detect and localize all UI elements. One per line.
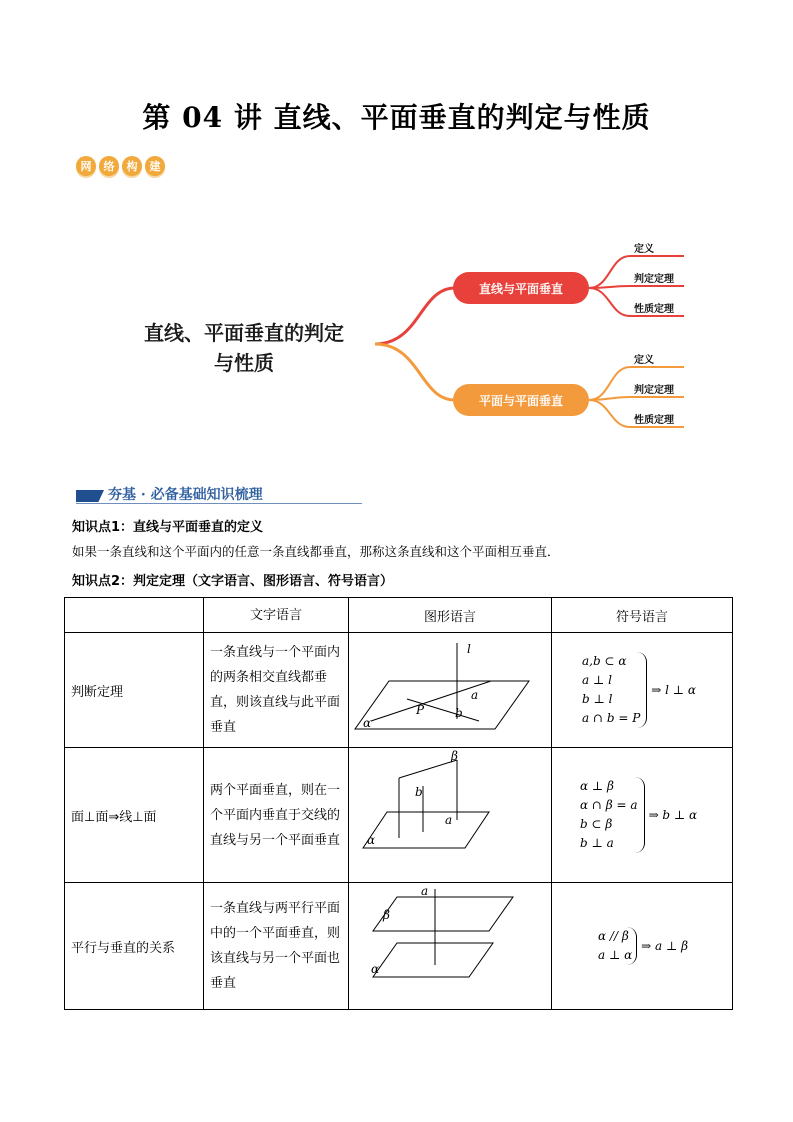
figure-cell <box>349 748 552 883</box>
badge-char: 构 <box>122 156 142 176</box>
sym-line: α ⊥ β <box>580 779 614 793</box>
theorem-table <box>64 597 733 1010</box>
mindmap-leaf: 定义 <box>634 244 654 255</box>
sym-line: α // β <box>598 929 629 943</box>
section-heading <box>76 482 362 506</box>
section-heading-text: 夯基 · 必备基础知识梳理 <box>108 487 263 503</box>
badge-char: 网 <box>76 156 96 176</box>
badge-char: 建 <box>145 156 165 176</box>
fig-label: α <box>371 962 380 976</box>
row-title: 面⊥面⇒线⊥面 <box>65 748 204 883</box>
sym-result: ⇒ l ⊥ α <box>651 682 697 697</box>
table-row <box>65 633 733 748</box>
sym-line: b ⊥ a <box>580 836 614 850</box>
row-text: 两个平面垂直，则在一个平面内垂直于交线的直线与另一个平面垂直 <box>204 748 349 883</box>
symbol-cell <box>552 633 733 748</box>
symbol-cell <box>552 748 733 883</box>
mindmap-node-line-plane: 直线与平面垂直 <box>453 272 589 304</box>
sym-line: a,b ⊂ α <box>582 654 627 668</box>
table-header: 文字语言 <box>204 598 349 633</box>
fig-label: l <box>467 642 471 656</box>
sym-result: ⇒ a ⊥ β <box>641 938 689 953</box>
mindmap-leaf: 性质定理 <box>634 415 674 426</box>
mindmap-root-line1: 直线、平面垂直的判定 <box>144 321 344 345</box>
page-title: 第 04 讲 直线、平面垂直的判定与性质 <box>142 101 651 134</box>
table-row <box>65 748 733 883</box>
row-text: 一条直线与一个平面内的两条相交直线都垂直，则该直线与此平面垂直 <box>204 633 349 748</box>
mindmap-leaf: 判定定理 <box>634 385 674 396</box>
figure-plane-plane <box>349 748 551 878</box>
sym-result: ⇒ b ⊥ α <box>648 807 698 822</box>
knowledge-point-2: 知识点2：判定定理（文字语言、图形语言、符号语言） <box>72 574 394 589</box>
sym-line: α ∩ β = a <box>580 798 638 812</box>
mindmap-leaf: 判定定理 <box>634 274 674 285</box>
fig-label: α <box>363 716 372 730</box>
sym-line: a ⊥ α <box>598 948 633 962</box>
fig-label: P <box>416 703 425 717</box>
table-header: 图形语言 <box>349 598 552 633</box>
fig-label: a <box>445 813 453 827</box>
figure-cell <box>349 633 552 748</box>
mindmap-node-plane-plane: 平面与平面垂直 <box>453 384 589 416</box>
mindmap-connectors <box>0 0 793 470</box>
figure-line-plane <box>349 633 551 743</box>
fig-label: β <box>383 908 390 922</box>
symbol-cell <box>552 883 733 1010</box>
table-header: 符号语言 <box>552 598 733 633</box>
mindmap-root-line2: 与性质 <box>214 351 274 375</box>
knowledge-point-1: 知识点1：直线与平面垂直的定义 <box>72 520 264 535</box>
fig-label: α <box>367 833 376 847</box>
sym-line: a ∩ b = P <box>582 711 641 725</box>
badge-char: 络 <box>99 156 119 176</box>
row-text: 一条直线与两平行平面中的一个平面垂直，则该直线与另一个平面也垂直 <box>204 883 349 1010</box>
fig-label: a <box>471 688 479 702</box>
mindmap-leaf: 性质定理 <box>634 304 674 315</box>
fig-label: a <box>421 884 429 898</box>
sym-line: a ⊥ l <box>582 673 612 687</box>
kp1-definition: 如果一条直线和这个平面内的任意一条直线都垂直，那称这条直线和这个平面相互垂直． <box>72 544 560 559</box>
row-title: 平行与垂直的关系 <box>65 883 204 1010</box>
table-row <box>65 883 733 1010</box>
fig-label: b <box>455 706 463 720</box>
mindmap-leaf: 定义 <box>634 355 654 366</box>
figure-parallel-planes <box>349 883 551 1005</box>
row-title: 判断定理 <box>65 633 204 748</box>
figure-cell <box>349 883 552 1010</box>
fig-label: β <box>451 749 458 763</box>
sym-line: b ⊂ β <box>580 817 613 831</box>
sym-line: b ⊥ l <box>582 692 613 706</box>
mindmap-root <box>128 318 360 378</box>
fig-label: b <box>415 785 423 799</box>
table-header <box>65 598 204 633</box>
